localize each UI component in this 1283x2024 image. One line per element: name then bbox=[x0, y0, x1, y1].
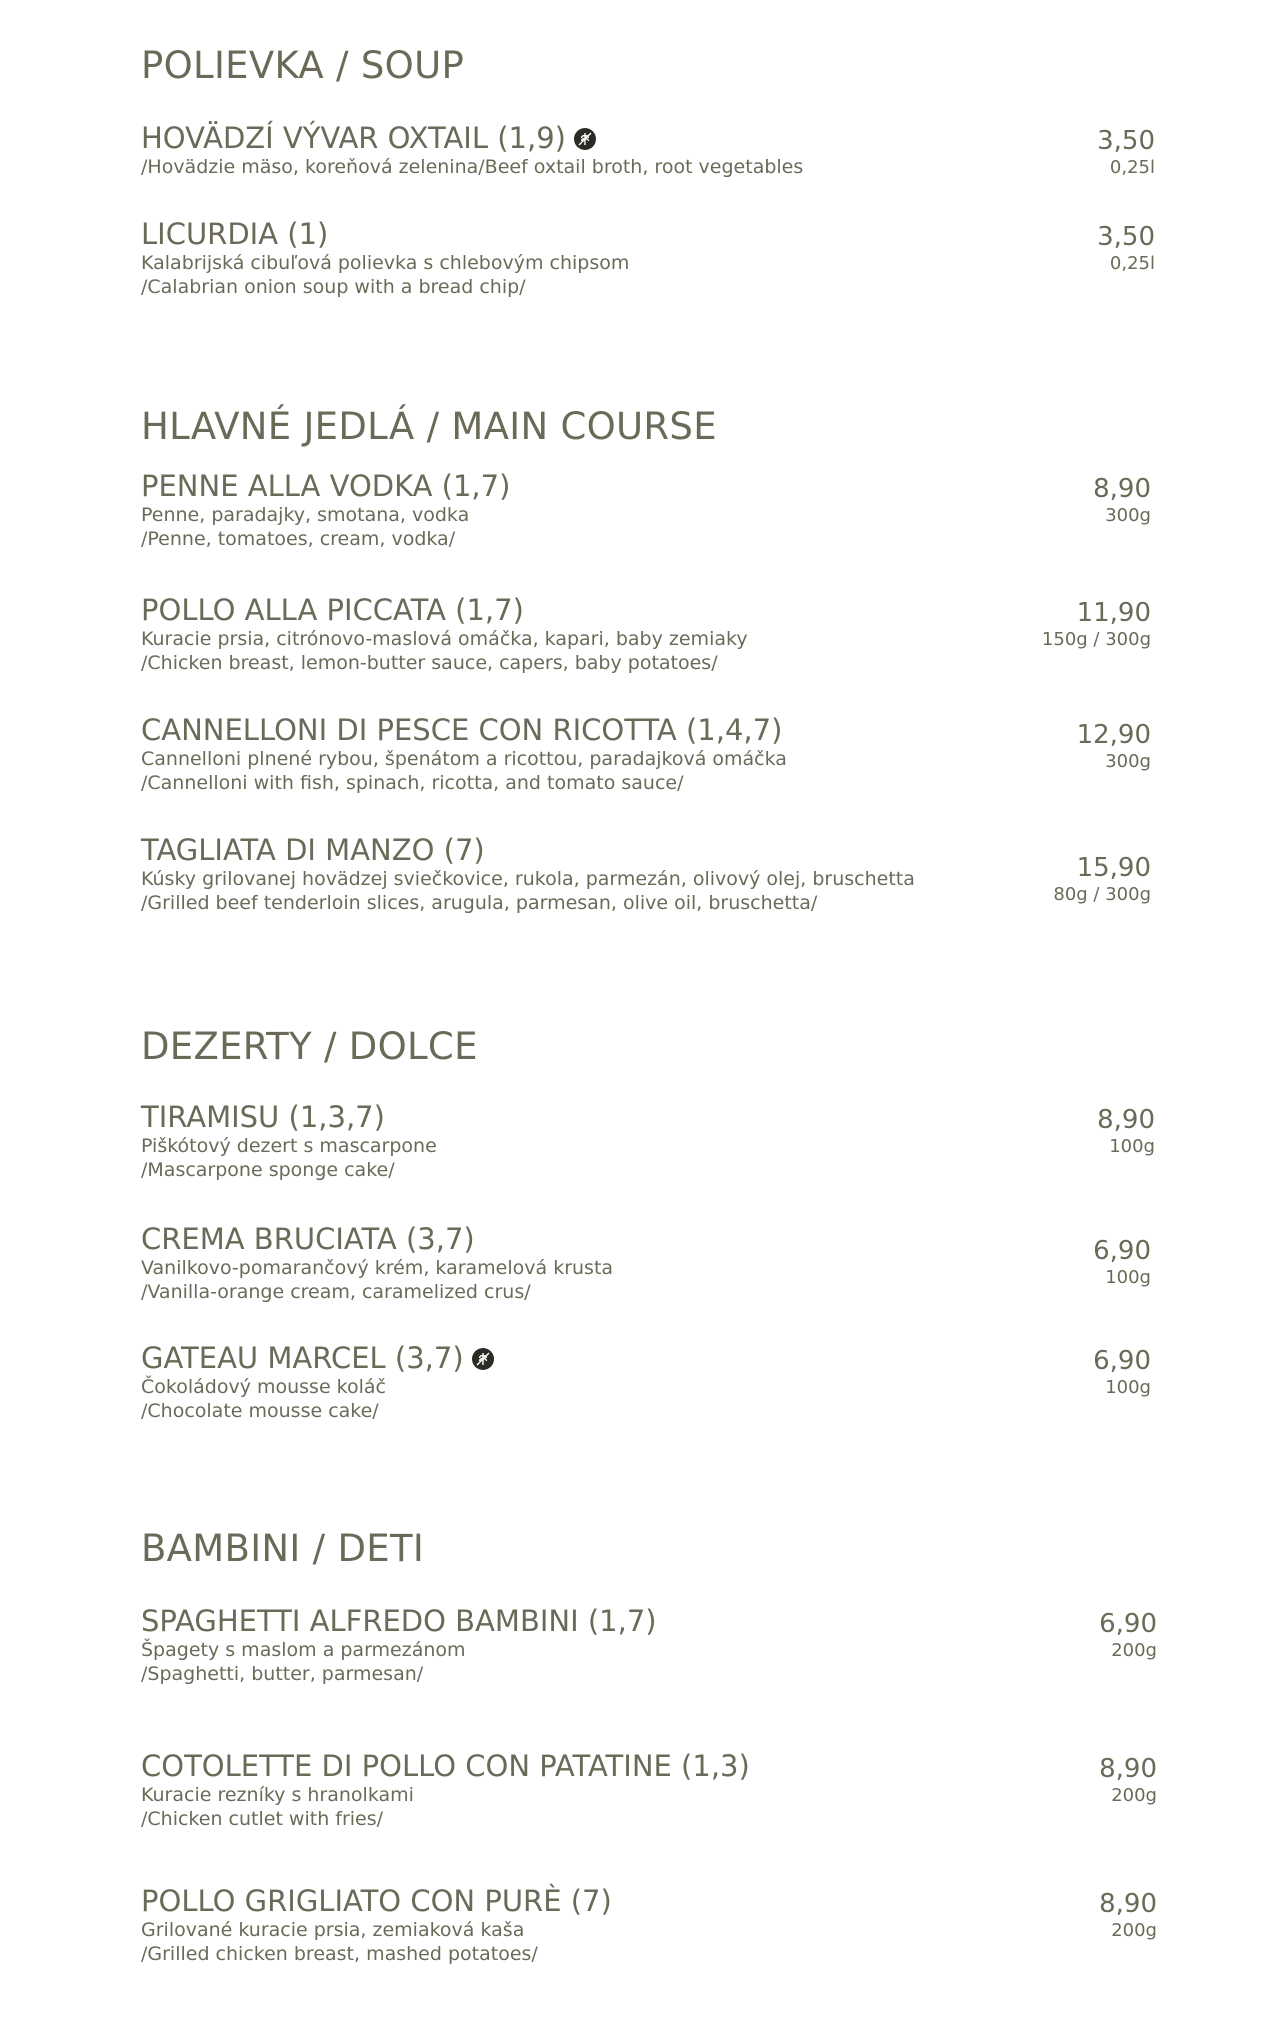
item-price: 6,90 bbox=[1093, 1236, 1151, 1266]
item-description-en: /Vanilla-orange cream, caramelized crus/ bbox=[141, 1281, 531, 1303]
menu-item-spaghetti-alfredo bbox=[141, 1604, 1157, 1686]
item-portion: 0,25l bbox=[1109, 253, 1155, 274]
menu-item-licurdia bbox=[141, 217, 1155, 299]
menu-item-cannelloni bbox=[141, 713, 1151, 795]
item-description-en: /Grilled chicken breast, mashed potatoes/ bbox=[141, 1943, 538, 1965]
item-portion: 200g bbox=[1111, 1785, 1157, 1806]
item-description: Čokoládový mousse koláč bbox=[141, 1376, 386, 1398]
item-name: TIRAMISU (1,3,7) bbox=[141, 1100, 385, 1134]
menu-item-gateau-marcel bbox=[141, 1341, 1151, 1423]
item-portion: 150g / 300g bbox=[1041, 629, 1151, 650]
section-title-desserts: DEZERTY / DOLCE bbox=[141, 1025, 478, 1068]
item-price: 8,90 bbox=[1093, 474, 1151, 504]
item-name: GATEAU MARCEL (3,7) bbox=[141, 1341, 464, 1375]
item-portion: 0,25l bbox=[1109, 157, 1155, 178]
item-name: HOVÄDZÍ VÝVAR OXTAIL (1,9) bbox=[141, 121, 566, 155]
item-description-en: /Cannelloni with fish, spinach, ricotta, and tomato sauce/ bbox=[141, 772, 684, 794]
item-portion: 100g bbox=[1105, 1377, 1151, 1398]
item-description: Špagety s maslom a parmezánom bbox=[141, 1639, 466, 1661]
item-description-en: /Penne, tomatoes, cream, vodka/ bbox=[141, 528, 456, 550]
item-name: POLLO GRIGLIATO CON PURÈ (7) bbox=[141, 1884, 612, 1918]
item-description: Vanilkovo-pomarančový krém, karamelová krusta bbox=[141, 1257, 614, 1279]
item-description: Kuracie rezníky s hranolkami bbox=[141, 1784, 414, 1806]
menu-item-piccata bbox=[141, 593, 1151, 675]
item-price: 8,90 bbox=[1097, 1105, 1155, 1135]
wheat-free-icon bbox=[472, 1348, 494, 1370]
item-price: 6,90 bbox=[1099, 1609, 1157, 1639]
item-description-en: /Grilled beef tenderloin slices, arugula, parmesan, olive oil, bruschetta/ bbox=[141, 892, 818, 914]
item-description: Grilované kuracie prsia, zemiaková kaša bbox=[141, 1919, 525, 1941]
item-description-en: /Chicken cutlet with fries/ bbox=[141, 1808, 384, 1830]
item-description-en: /Chicken breast, lemon-butter sauce, capers, baby potatoes/ bbox=[141, 652, 718, 674]
item-price: 15,90 bbox=[1076, 853, 1151, 883]
item-portion: 300g bbox=[1105, 751, 1151, 772]
menu-item-tiramisu bbox=[141, 1100, 1155, 1182]
item-name: CREMA BRUCIATA (3,7) bbox=[141, 1222, 475, 1256]
item-price: 8,90 bbox=[1099, 1889, 1157, 1919]
item-description: Kúsky grilovanej hovädzej sviečkovice, rukola, parmezán, olivový olej, bruschetta bbox=[141, 868, 915, 890]
item-price: 12,90 bbox=[1076, 720, 1151, 750]
item-name: TAGLIATA DI MANZO (7) bbox=[141, 833, 485, 867]
item-description-en: /Chocolate mousse cake/ bbox=[141, 1400, 379, 1422]
item-portion: 100g bbox=[1105, 1267, 1151, 1288]
item-portion: 200g bbox=[1111, 1640, 1157, 1661]
item-portion: 80g / 300g bbox=[1053, 884, 1151, 905]
item-portion: 300g bbox=[1105, 505, 1151, 526]
item-description-en: /Calabrian onion soup with a bread chip/ bbox=[141, 276, 526, 298]
item-description-en: /Mascarpone sponge cake/ bbox=[141, 1159, 395, 1181]
item-description: Piškótový dezert s mascarpone bbox=[141, 1135, 437, 1157]
menu-item-oxtail bbox=[141, 121, 1155, 179]
item-name: CANNELLONI DI PESCE CON RICOTTA (1,4,7) bbox=[141, 713, 783, 747]
menu-item-cotolette bbox=[141, 1749, 1157, 1831]
item-name: COTOLETTE DI POLLO CON PATATINE (1,3) bbox=[141, 1749, 750, 1783]
item-price: 3,50 bbox=[1097, 126, 1155, 156]
item-name: PENNE ALLA VODKA (1,7) bbox=[141, 469, 511, 503]
item-price: 3,50 bbox=[1097, 222, 1155, 252]
section-title-kids: BAMBINI / DETI bbox=[141, 1527, 425, 1570]
item-price: 6,90 bbox=[1093, 1346, 1151, 1376]
item-portion: 200g bbox=[1111, 1920, 1157, 1941]
item-description: Cannelloni plnené rybou, špenátom a ricottou, paradajková omáčka bbox=[141, 748, 787, 770]
menu-item-penne bbox=[141, 469, 1151, 551]
item-price: 8,90 bbox=[1099, 1754, 1157, 1784]
section-title-soup: POLIEVKA / SOUP bbox=[141, 44, 465, 87]
item-portion: 100g bbox=[1109, 1136, 1155, 1157]
item-description: Kuracie prsia, citrónovo-maslová omáčka, kapari, baby zemiaky bbox=[141, 628, 748, 650]
item-description-en: /Spaghetti, butter, parmesan/ bbox=[141, 1663, 424, 1685]
menu-item-crema-bruciata bbox=[141, 1222, 1151, 1304]
item-description: Kalabrijská cibuľová polievka s chlebovým chipsom bbox=[141, 252, 630, 274]
menu-item-tagliata bbox=[141, 833, 1151, 915]
item-description: Penne, paradajky, smotana, vodka bbox=[141, 504, 470, 526]
item-description: /Hovädzie mäso, koreňová zelenina/Beef oxtail broth, root vegetables bbox=[141, 156, 804, 178]
item-price: 11,90 bbox=[1076, 598, 1151, 628]
item-name: LICURDIA (1) bbox=[141, 217, 329, 251]
menu-item-pollo-grigliato bbox=[141, 1884, 1157, 1966]
item-name: POLLO ALLA PICCATA (1,7) bbox=[141, 593, 524, 627]
wheat-free-icon bbox=[574, 128, 596, 150]
section-title-main-course: HLAVNÉ JEDLÁ / MAIN COURSE bbox=[141, 405, 717, 448]
item-name: SPAGHETTI ALFREDO BAMBINI (1,7) bbox=[141, 1604, 657, 1638]
